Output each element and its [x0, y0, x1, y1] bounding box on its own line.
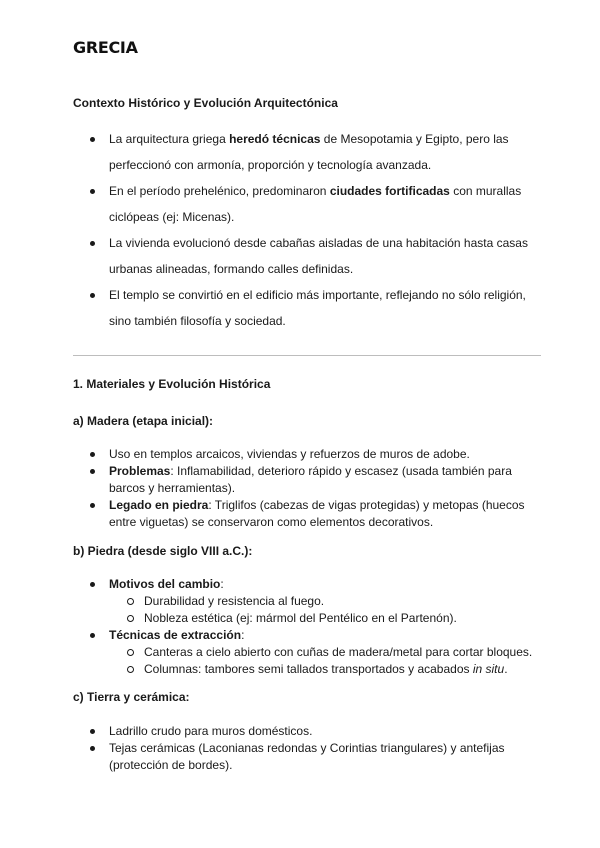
bullet-icon	[90, 746, 95, 751]
hollow-bullet-icon	[127, 666, 134, 673]
bullet-icon	[90, 633, 95, 638]
hollow-bullet-icon	[127, 649, 134, 656]
hollow-bullet-icon	[127, 615, 134, 622]
bullet-icon	[90, 241, 95, 246]
bullet-icon	[90, 582, 95, 587]
list-item: Ladrillo crudo para muros domésticos.	[73, 723, 533, 740]
list-item: Uso en templos arcaicos, viviendas y refuerzos de muros de adobe.	[73, 446, 533, 463]
bullet-icon	[90, 729, 95, 734]
list-item: Problemas: Inflamabilidad, deterioro rápido y escasez (usada también para barcos y herramientas).	[73, 463, 533, 497]
list-item: Tejas cerámicas (Laconianas redondas y Corintias triangulares) y antefijas (protección de bordes).	[73, 740, 533, 774]
sublist-item: Nobleza estética (ej: mármol del Pentélico en el Partenón).	[73, 610, 533, 627]
bullet-icon	[90, 189, 95, 194]
list-item: El templo se convirtió en el edificio más importante, reflejando no sólo religión, sino también filosofía y sociedad.	[73, 282, 543, 334]
page-title: GRECIA	[73, 38, 138, 57]
bullet-icon	[90, 293, 95, 298]
hollow-bullet-icon	[127, 598, 134, 605]
bullet-icon	[90, 503, 95, 508]
horizontal-divider	[73, 355, 541, 356]
list-item: La arquitectura griega heredó técnicas de Mesopotamia y Egipto, pero las perfeccionó con armonía, proporción y tecnología avanzada.	[73, 126, 543, 178]
tierra-heading: c) Tierra y cerámica:	[73, 690, 190, 704]
madera-list	[73, 446, 533, 531]
sublist-item: Columnas: tambores semi tallados transportados y acabados in situ.	[73, 661, 533, 678]
tecnicas-sublist	[109, 644, 533, 678]
list-item: Legado en piedra: Triglifos (cabezas de vigas protegidas) y metopas (huecos entre viguetas) se conservaron como elementos decorativos.	[73, 497, 533, 531]
piedra-list	[73, 576, 533, 678]
sublist-item: Durabilidad y resistencia al fuego.	[73, 593, 533, 610]
list-item: La vivienda evolucionó desde cabañas aisladas de una habitación hasta casas urbanas alineadas, formando calles definidas.	[73, 230, 543, 282]
context-list	[73, 126, 543, 334]
bullet-icon	[90, 469, 95, 474]
list-item: Técnicas de extracción: Canteras a cielo abierto con cuñas de madera/metal para cortar bloques. Columnas: tambores semi tallados transportados y acabados in situ.	[73, 627, 533, 678]
bullet-icon	[90, 137, 95, 142]
context-heading: Contexto Histórico y Evolución Arquitectónica	[73, 96, 338, 110]
bullet-icon	[90, 452, 95, 457]
motivos-sublist	[109, 593, 533, 627]
madera-heading: a) Madera (etapa inicial):	[73, 414, 214, 428]
tierra-list	[73, 723, 533, 774]
piedra-heading: b) Piedra (desde siglo VIII a.C.):	[73, 544, 253, 558]
section1-heading: 1. Materiales y Evolución Histórica	[73, 377, 271, 391]
sublist-item: Canteras a cielo abierto con cuñas de madera/metal para cortar bloques.	[73, 644, 533, 661]
list-item: Motivos del cambio: Durabilidad y resistencia al fuego. Nobleza estética (ej: mármol del Pentélico en el Partenón).	[73, 576, 533, 627]
list-item: En el período prehelénico, predominaron ciudades fortificadas con murallas ciclópeas (ej: Micenas).	[73, 178, 543, 230]
